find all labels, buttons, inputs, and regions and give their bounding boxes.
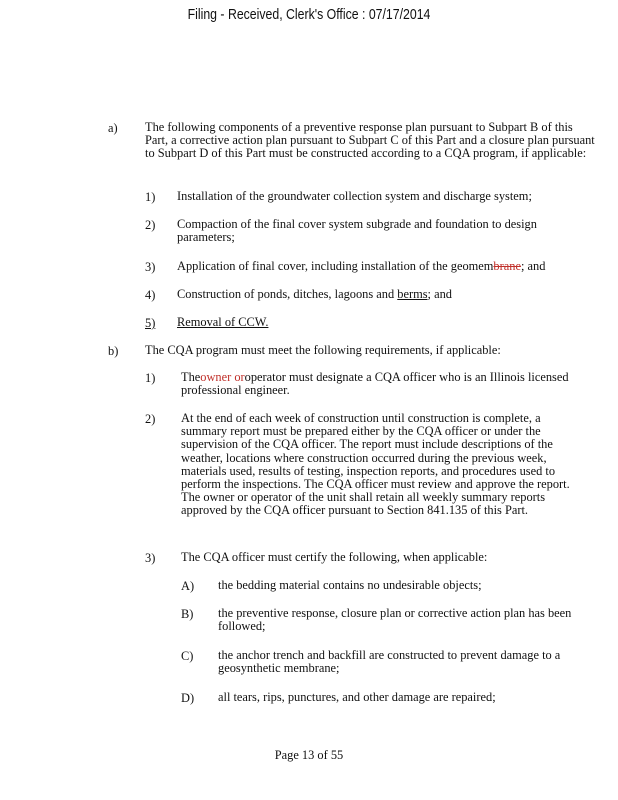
b3c-marker: C) <box>181 649 194 663</box>
section-a-text: The following components of a preventive response plan pursuant to Subpart B of this Part, a corrective action plan pursuant to Subpart C of this Part and a closure plan pursuant to Subpart D of this Part must be constructed according to a CQA program, if applicable: <box>145 120 595 161</box>
b1-text: Theowner oroperator must designate a CQA officer who is an Illinois licensed professional engineer. <box>181 370 569 398</box>
b3a-marker: A) <box>181 579 195 593</box>
a5-marker: 5) <box>145 316 156 330</box>
a3-marker: 3) <box>145 260 156 274</box>
a4-underlined-text: berms <box>397 287 428 301</box>
a4-marker: 4) <box>145 288 156 302</box>
a1-marker: 1) <box>145 190 156 204</box>
section-a-marker: a) <box>108 121 118 135</box>
b3c-text: the anchor trench and backfill are constructed to prevent damage to a geosynthetic membrane; <box>218 648 561 676</box>
page-number: Page 13 of 55 <box>274 748 344 762</box>
b3b-text: the preventive response, closure plan or corrective action plan has been followed; <box>218 606 572 634</box>
a3-text: Application of final cover, including installation of the geomembrane; and <box>177 259 546 273</box>
b3b-marker: B) <box>181 607 194 621</box>
a5-text: Removal of CCW. <box>177 315 269 329</box>
b3d-marker: D) <box>181 691 195 705</box>
a2-marker: 2) <box>145 218 156 232</box>
b3-text: The CQA officer must certify the following, when applicable: <box>181 550 488 564</box>
b2-marker: 2) <box>145 412 156 426</box>
section-b-text: The CQA program must meet the following requirements, if applicable: <box>145 343 501 357</box>
b2-text: At the end of each week of construction until construction is complete, a summary report must be prepared either by the CQA officer or under the supervision of the CQA officer. The report must include descriptions of the weather, locations where construction occurred during the previous week, materials used, results of testing, inspection reports, and procedures used to perform the inspections. The CQA officer must review and approve the report. The owner or operator of the unit shall retain all weekly summary reports approved by the CQA officer pursuant to Section 841.135 of this Part. <box>181 411 570 518</box>
a1-text: Installation of the groundwater collection system and discharge system; <box>177 189 532 203</box>
b3a-text: the bedding material contains no undesirable objects; <box>218 578 482 592</box>
b3-marker: 3) <box>145 551 156 565</box>
a4-text: Construction of ponds, ditches, lagoons and berms; and <box>177 287 452 301</box>
b3d-text: all tears, rips, punctures, and other damage are repaired; <box>218 690 496 704</box>
a3-struck-text: brane <box>493 259 521 273</box>
filing-header: Filing - Received, Clerk's Office : 07/17/2014 <box>187 6 431 23</box>
section-b-marker: b) <box>108 344 119 358</box>
a2-text: Compaction of the final cover system subgrade and foundation to design parameters; <box>177 217 537 245</box>
b1-marker: 1) <box>145 371 156 385</box>
b1-red-text: owner or <box>200 370 245 384</box>
